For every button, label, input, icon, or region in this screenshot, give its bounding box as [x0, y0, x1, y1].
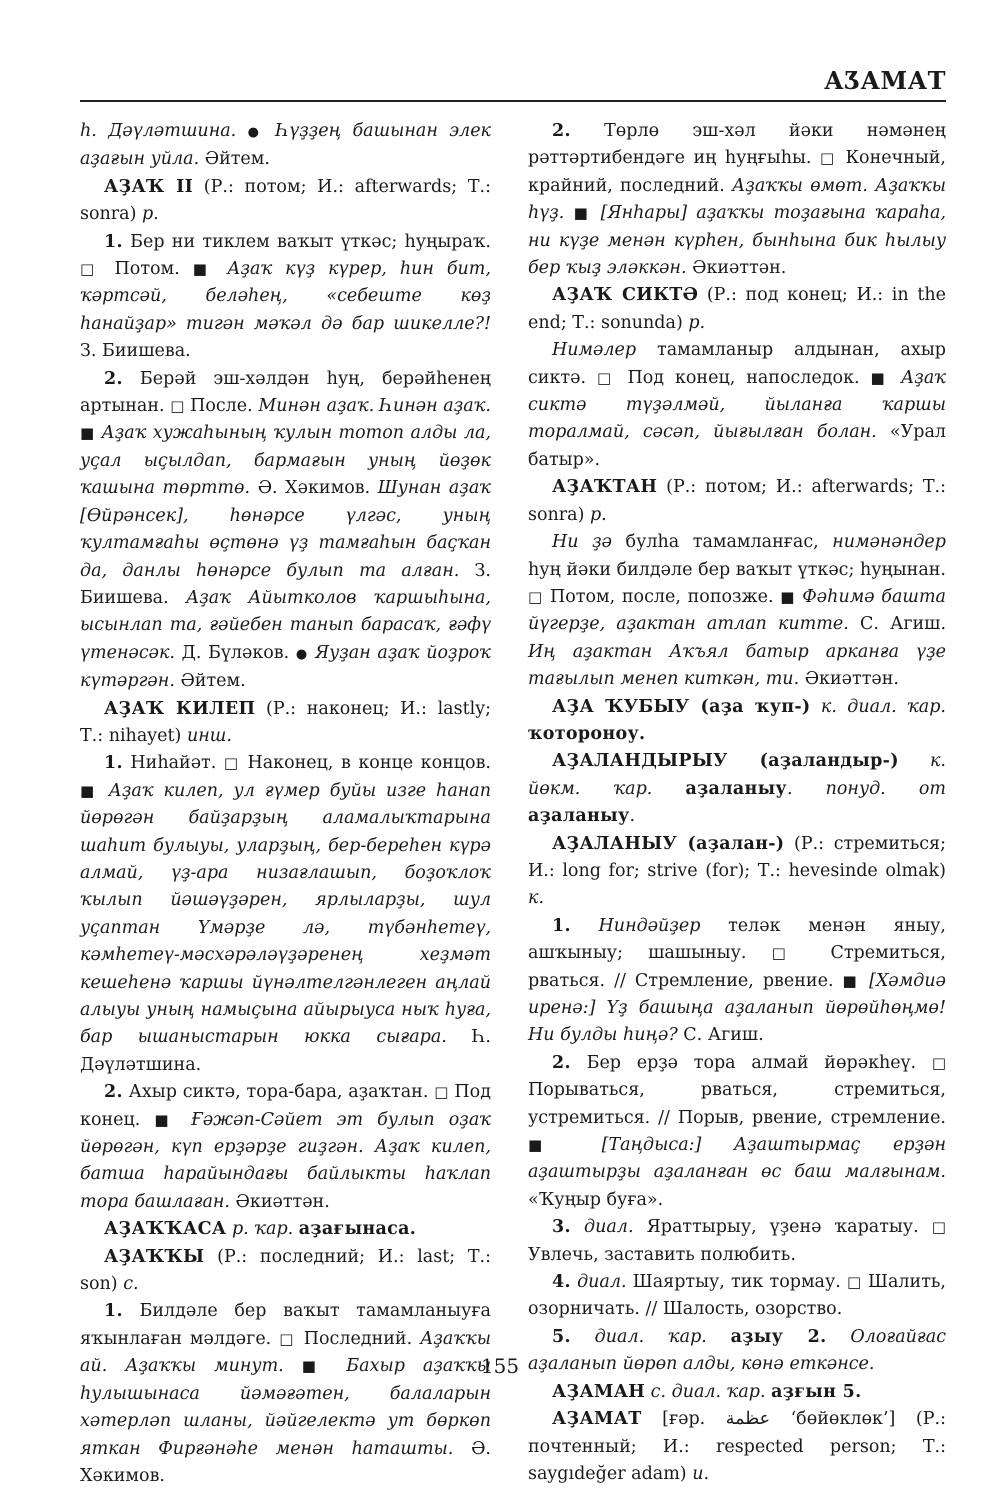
- headword-text: АҘАМАН: [552, 1381, 646, 1402]
- headword-text: 3.: [552, 1217, 571, 1238]
- plain-text: Потом, после, попозже.: [543, 586, 781, 607]
- italic-text: нимәнәндер: [832, 532, 946, 553]
- headword-text: 2.: [552, 121, 571, 141]
- headword-text: 2.: [104, 1082, 123, 1103]
- plain-text: Берәй эш-хәлдән һуң, берәйһенең артынан.: [80, 368, 491, 417]
- plain-text: Әкиәттән.: [686, 258, 787, 279]
- headword-text: 1.: [104, 753, 123, 774]
- headword-text: АҘАҠ II: [104, 176, 194, 197]
- italic-text: Яуҙан аҙаҡ йоҙроҡ күтәргән.: [80, 642, 491, 692]
- headword-text: аҙғын 5.: [771, 1381, 862, 1402]
- italic-text: Аҙаҡ сиктә түҙәлмәй, йыланға ҡаршы торалмай, сәсәп, йығылған болан.: [528, 367, 946, 443]
- dictionary-paragraph: [528, 1050, 946, 1214]
- example-marker-icon: ■: [870, 368, 891, 387]
- headword-text: АҘАҠТАН: [552, 477, 658, 498]
- italic-text: Шунан аҙаҡ [Өйрәнсек], һөнәрсе үлгәс, уның ҡултамғаһы өҫтөнә үҙ тамғаһын баҫҡан да, данлы һөнәрсе булып та алған.: [80, 478, 491, 581]
- example-marker-icon: ■: [573, 204, 592, 223]
- example-marker-icon: ■: [80, 781, 99, 800]
- headword-text: 1.: [104, 231, 123, 252]
- headword-text: 2.: [552, 1052, 571, 1073]
- italic-text: Аҙаҡҡы өмөт. Аҙаҡҡы һүҙ.: [528, 175, 946, 224]
- italic-text: Минән аҙаҡ. Һинән аҙаҡ.: [258, 396, 491, 417]
- plain-text: Әйтем.: [174, 671, 246, 692]
- plain-text: [707, 1327, 731, 1347]
- headword-text: 5.: [552, 1326, 571, 1347]
- plain-text: [811, 697, 821, 717]
- dictionary-paragraph: [528, 337, 946, 474]
- plain-text: Бер ерҙә тора алмай йөрәкһеү.: [570, 1052, 932, 1073]
- italic-text: к. йөкм. ҡар.: [528, 751, 946, 799]
- italic-text: Һүҙҙең башынан элек аҙағын уйла.: [80, 121, 491, 170]
- dictionary-paragraph: [80, 118, 491, 174]
- italic-text: Аҙаҡҡы ай. Аҙаҡҡы минут.: [80, 1328, 491, 1377]
- plain-text: (Р.: потом; И.: afterwards; Т.: sonra): [80, 176, 491, 225]
- dictionary-paragraph: [80, 366, 491, 696]
- italic-text: р. ҡар.: [231, 1219, 294, 1240]
- plain-text: Увлечь, заставить полюбить.: [528, 1244, 796, 1265]
- headword-text: аҙаланыу: [685, 778, 787, 799]
- dictionary-paragraph: [528, 529, 946, 693]
- plain-text: Билдәле бер ваҡыт тамамланыуға яҡынлаған мәлдәге.: [80, 1301, 491, 1349]
- italic-text: и.: [692, 1463, 710, 1484]
- plain-text: .: [629, 806, 636, 827]
- italic-text: Иң аҙактан Аҡъял батыр арканға үҙе тағылып менеп киткән, ти.: [528, 641, 946, 690]
- headword-text: АҘАЛАНДЫРЫУ (аҙаландыр-): [552, 751, 899, 772]
- plain-text: Әкиәттән.: [229, 1191, 330, 1212]
- proverb-marker-icon: ●: [295, 646, 309, 662]
- headword-text: АҘАҠ СИКТӘ: [552, 285, 699, 306]
- translation-marker-icon: □: [434, 1083, 449, 1102]
- plain-text: [899, 751, 930, 771]
- translation-marker-icon: □: [223, 754, 240, 773]
- translation-marker-icon: □: [931, 1053, 946, 1072]
- plain-text: (Р.: стремиться; И.: long for; strive (for); Т.: hevesinde olmak): [528, 833, 946, 881]
- plain-text: (Р.: наконец; И.: lastly; Т.: nihayet): [80, 698, 491, 746]
- headword-text: 2.: [104, 368, 123, 389]
- plain-text: Под конец, напоследок.: [616, 367, 871, 388]
- headword-text: 1.: [104, 1301, 123, 1322]
- plain-text: З. Биишева.: [80, 341, 191, 362]
- italic-text: диал. ҡар.: [594, 1326, 707, 1347]
- italic-text: Бахыр аҙаҡҡы һулышынаса йәмәғәтен, балаларын хәтерләп шланы, йәйгелектә ут бөркөп яткан Фирғәнәһе менән һаташты.: [80, 1356, 491, 1459]
- plain-text: З. Биишева.: [80, 560, 491, 608]
- translation-marker-icon: □: [528, 587, 544, 606]
- plain-text: Потом.: [101, 259, 193, 280]
- italic-text: [Таңдыса:] Аҙаштырмаҫ ерҙән аҙаштырҙы аҙаланған өс баш малғынам.: [528, 1135, 946, 1183]
- headword-text: АҘАҠ КИЛЕП: [104, 698, 256, 719]
- plain-text: Шалить, озорничать. // Шалость, озорство.: [528, 1272, 946, 1320]
- page-number: 155: [480, 1354, 520, 1378]
- example-marker-icon: ■: [154, 1110, 178, 1129]
- proverb-marker-icon: ●: [247, 125, 265, 140]
- plain-text: عظمة: [725, 1409, 771, 1430]
- italic-text: Ни ҙә: [552, 532, 612, 553]
- plain-text: тамамланыр алдынан, ахыр сиктә.: [528, 340, 946, 388]
- dictionary-paragraph: [528, 831, 946, 913]
- italic-text: с.: [123, 1274, 139, 1295]
- plain-text: (Р.: потом; И.: afterwards; Т.: sonra): [528, 477, 946, 525]
- dictionary-paragraph: [528, 1406, 946, 1488]
- headword-text: АҘАМАТ: [552, 1409, 642, 1430]
- italic-text: диал.: [577, 1272, 627, 1293]
- plain-text: С. Агиш.: [677, 1025, 764, 1046]
- header-rule: [80, 100, 946, 102]
- plain-text: Ә. Хәкимов.: [80, 1438, 491, 1486]
- headword-text: 4.: [552, 1272, 571, 1293]
- plain-text: Ә. Хәкимов.: [250, 478, 378, 499]
- dictionary-paragraph: [528, 1269, 946, 1324]
- plain-text: Яраттырыу, үҙенә ҡаратыу.: [633, 1217, 932, 1238]
- italic-text: Нимәлер: [552, 340, 637, 361]
- plain-text: С. Агиш.: [848, 614, 947, 635]
- translation-marker-icon: □: [80, 260, 102, 279]
- plain-text: (Р.: под конец; И.: in the end; Т.: sonunda): [528, 285, 946, 333]
- italic-text: Ғәжәп-Сәйет эт булып оҙаҡ йөрөгән, күп ерҙәрҙе гиҙгән. Аҙаҡ килеп, батша һарайындағы байлыкты һаҡлап тора башлаған.: [80, 1109, 491, 1212]
- plain-text: [ғәр.: [641, 1409, 726, 1430]
- translation-marker-icon: □: [931, 1218, 946, 1237]
- dictionary-paragraph: [80, 1216, 491, 1243]
- plain-text: Һ. Дәүләтшина.: [80, 1027, 491, 1075]
- italic-text: [Янһары] аҙаҡҡы тоҙағына ҡараһа, ни күҙе менән күрһен, бынһына бик һылыу бер ҡыҙ эләккән.: [528, 203, 946, 279]
- italic-text: инш.: [186, 725, 232, 746]
- headword-text: аҙаланыу: [528, 806, 630, 827]
- dictionary-paragraph: [80, 174, 491, 229]
- plain-text: Д. Бүләков.: [175, 642, 296, 663]
- plain-text: [564, 203, 573, 223]
- translation-marker-icon: □: [847, 1273, 862, 1292]
- translation-marker-icon: □: [170, 397, 185, 416]
- plain-text: «Урал батыр».: [528, 422, 946, 470]
- translation-marker-icon: □: [819, 149, 838, 168]
- plain-text: Порываться, рваться, стремиться, устремиться. // Порыв, рвение, стремление.: [528, 1080, 946, 1128]
- italic-text: һ. Дәүләтшина.: [80, 121, 248, 141]
- plain-text: [827, 1327, 851, 1347]
- dictionary-paragraph: [528, 474, 946, 529]
- italic-text: р.: [141, 204, 159, 225]
- italic-text: Ниндәйҙер: [598, 915, 701, 936]
- example-marker-icon: ■: [528, 1136, 570, 1155]
- italic-text: . понуд. от: [786, 778, 946, 799]
- translation-marker-icon: □: [596, 368, 617, 387]
- right-column: [528, 118, 946, 1488]
- italic-text: диал.: [584, 1217, 634, 1238]
- dictionary-paragraph: [528, 913, 946, 1050]
- headword-text: ҡотороноу.: [528, 723, 646, 744]
- plain-text: Әкиәттән.: [799, 669, 899, 690]
- plain-text: Стремиться, рваться. // Стремление, рвение.: [528, 943, 946, 991]
- dictionary-paragraph: [528, 748, 946, 830]
- headword-text: АҘА ҠУБЫУ (аҙа ҡуп-): [552, 696, 811, 717]
- dictionary-paragraph: [80, 1079, 491, 1216]
- dictionary-paragraph: [80, 229, 491, 366]
- plain-text: ‘бөйөклөк’] (Р.: почтенный; И.: respected person; Т.: saygıdeğer adam): [528, 1409, 946, 1484]
- plain-text: Шаяртыу, тик тормау.: [626, 1272, 848, 1293]
- plain-text: һуң йәки билдәле бер ваҡыт үткәс; һуңынан.: [528, 559, 946, 580]
- plain-text: булһа тамамланғас,: [612, 532, 833, 553]
- italic-text: [Хәмдиә иренә:] Үҙ башыңа аҙаланып йөрөйһөңмө! Ни булды һиңә?: [528, 970, 946, 1046]
- example-marker-icon: ■: [780, 587, 796, 606]
- plain-text: теләк менән яныу, ашҡыныу; шашыныу.: [528, 915, 946, 964]
- example-marker-icon: ■: [80, 424, 96, 443]
- plain-text: Конечный, крайний, последний.: [528, 148, 946, 196]
- italic-text: Аҙаҡ күҙ күрер, һин бит, ҡәртсәй, беләһең, «себеште көҙ һанайҙар» тигән мәҡәл дә бар шикелле?!: [80, 259, 491, 334]
- italic-text: к. диал. ҡар.: [820, 696, 946, 717]
- plain-text: Под конец.: [80, 1082, 491, 1130]
- dictionary-paragraph: [528, 1214, 946, 1269]
- plain-text: (Р.: последний; И.: last; Т.: son): [80, 1246, 491, 1295]
- headword-text: аҙыу 2.: [730, 1326, 827, 1347]
- headword-text: 1.: [552, 915, 571, 936]
- italic-text: р.: [589, 504, 607, 525]
- plain-text: «Ҡуңыр буға».: [528, 1189, 664, 1210]
- plain-text: Бер ни тиклем ваҡыт үткәс; һуңыраҡ.: [122, 231, 491, 252]
- dictionary-paragraph: [80, 1244, 491, 1299]
- dictionary-paragraph: [528, 694, 946, 749]
- dictionary-paragraph: [80, 1298, 491, 1490]
- italic-text: к.: [528, 888, 545, 909]
- plain-text: Наконец, в конце концов.: [239, 753, 491, 774]
- headword-text: АҘАЛАНЫУ (аҙалан-): [552, 833, 785, 854]
- dictionary-paragraph: [528, 118, 946, 282]
- left-column: [80, 118, 491, 1490]
- example-marker-icon: ■: [842, 971, 861, 990]
- plain-text: Ахыр сиктә, тора-бара, аҙаҡтан.: [122, 1082, 435, 1103]
- italic-text: Олоғайғас аҙаланып йөрөп алды, көнә еткәнсе.: [528, 1326, 946, 1375]
- dictionary-paragraph: [528, 1379, 946, 1406]
- plain-text: [571, 1217, 584, 1237]
- dictionary-paragraph: [80, 696, 491, 751]
- dictionary-paragraph: [80, 750, 491, 1079]
- italic-text: Аҙаҡ хужаһының ҡулын тотоп алды ла, уҫал ыҫылдап, бармағын уның йөҙөк ҡашына төрттө.: [80, 423, 491, 499]
- plain-text: Последний.: [295, 1328, 421, 1349]
- italic-text: Аҙаҡ Айытколов ҡаршыһына, ысынлап та, ғәйебен танып барасаҡ, ғәфү үтенәсәк.: [80, 587, 491, 663]
- dictionary-paragraph: [528, 282, 946, 337]
- plain-text: Төрлө эш-хәл йәки нәмәнең рәттәртибендәге иң һуңғыһы.: [528, 121, 946, 169]
- example-marker-icon: ■: [301, 1357, 329, 1376]
- italic-text: Фәһимә башта йүгерҙе, аҙактан атлап китте.: [528, 586, 946, 635]
- headword-text: АҘАҠҠАСА: [104, 1219, 227, 1240]
- plain-text: Ниһайәт.: [122, 753, 224, 774]
- headword-text: аҙағынаса.: [298, 1219, 417, 1240]
- running-head: АӠАМАТ: [824, 66, 946, 95]
- italic-text: р.: [688, 312, 706, 333]
- plain-text: [571, 1327, 595, 1347]
- italic-text: Аҙаҡ килеп, ул ғүмер буйы изге һанап йөрөгән байҙарҙың аламалыҡтарына шаһит булыуы, уларҙың, бер-береһен күрә алмай, үҙ-ара низағлашып, боҙоҡлоҡ ҡылып йәшәүҙәрен, ярлыларҙы, шул уҫаптан Үмәрҙе лә, түбәнһетеү, кәмһетеү-мәсхәрәләүҙәренең хеҙмәт кешеһенә ҡаршы йүнәлтелгәнлеген аңлай алыуы уның намыҫына айырыуса ныҡ һуға, бар ышаныстарын юкка сығара.: [80, 780, 491, 1048]
- plain-text: [571, 916, 599, 936]
- example-marker-icon: ■: [192, 260, 215, 279]
- plain-text: После.: [184, 396, 259, 417]
- plain-text: [652, 779, 685, 799]
- plain-text: Әйтем.: [199, 149, 270, 170]
- headword-text: АҘАҠҠЫ: [104, 1246, 205, 1267]
- translation-marker-icon: □: [771, 944, 806, 963]
- italic-text: с. диал. ҡар.: [650, 1381, 766, 1402]
- translation-marker-icon: □: [279, 1329, 296, 1348]
